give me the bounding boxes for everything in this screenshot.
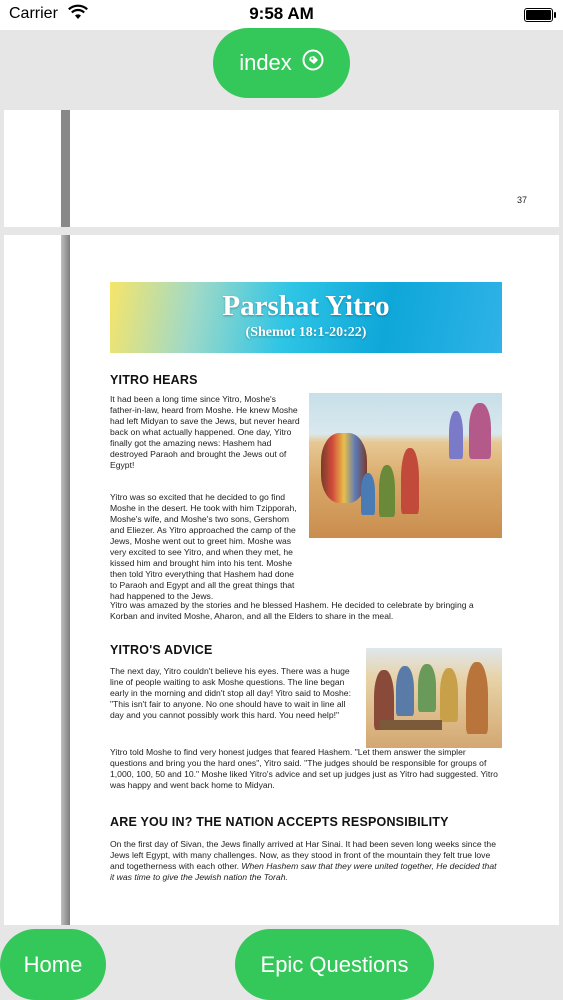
tag-icon [302, 49, 324, 77]
index-button-label: index [239, 50, 292, 75]
paragraph: Yitro was amazed by the stories and he blessed Hashem. He decided to celebrate by bringing a Korban and invited Moshe, Aharon, and all the Elders to share in the meal. [110, 600, 474, 621]
book-spine [61, 235, 70, 925]
paragraph: Yitro told Moshe to find very honest judges that feared Hashem. "Let them answer the simpler questions and bring you the hard ones", Yitro said. "The judges should be responsible for groups of 1,000, 100, 50 and 10." Moshe liked Yitro's advice and set up judges just as Yitro had suggested. Yitro was happy and went back home to Midyan. [110, 747, 498, 790]
battery-icon [524, 8, 553, 22]
index-button[interactable] [213, 28, 350, 98]
current-page [4, 235, 559, 925]
home-button[interactable]: Home [0, 929, 106, 1000]
paragraph [110, 839, 502, 883]
section-heading: YITRO'S ADVICE [110, 643, 213, 657]
previous-page [4, 110, 559, 227]
moshe-judging-illustration [366, 648, 502, 748]
parsha-banner [110, 282, 502, 353]
banner-subtitle: (Shemot 18:1-20:22) [245, 325, 367, 340]
book-spine [61, 110, 70, 227]
clock: 9:58 AM [249, 4, 314, 23]
paragraph: Yitro was so excited that he decided to go find Moshe in the desert. He took with him Tzipporah, Moshe's wife, and Moshe's two sons, Gershom and Eliezer. As Yitro approached the camp of the Jews, Moshe went out to greet him. Moshe was very excited to see Yitro, and when they met, he kissed him and brought him into his tent. Moshe then told Yitro everything that Hashem had done to Paraoh and Egypt and all the great things that had happened to the Jews. [110, 492, 297, 601]
epic-questions-button[interactable]: Epic Questions [235, 929, 434, 1000]
yitro-desert-illustration [309, 393, 502, 538]
section-heading: YITRO HEARS [110, 373, 198, 387]
section-heading: ARE YOU IN? THE NATION ACCEPTS RESPONSIBILITY [110, 815, 449, 829]
status-bar [0, 0, 563, 30]
paragraph: The next day, Yitro couldn't believe his eyes. There was a huge line of people waiting to ask Moshe questions. The line began early in the morning and didn't stop all day! Yitro said to Moshe: "This isn't fair to anyone. No one should have to wait in line all day and you cannot possibly work this hard. You need help!" [110, 666, 351, 720]
paragraph-italic: When Hashem saw that they were united together, He decided that it was time to give the Jewish nation the Torah. [110, 861, 497, 882]
paragraph: It had been a long time since Yitro, Moshe's father-in-law, heard from Moshe. He knew Moshe had left Midyan to save the Jews, but never heard back on what actually happened. One day, Yitro finally got the amazing news: Hashem had destroyed Paraoh and brought the Jews out of Egypt! [110, 394, 300, 470]
banner-title: Parshat Yitro [222, 290, 390, 322]
paragraph-text: On the first day of Sivan, the Jews finally arrived at Har Sinai. It had been seven long weeks since the Jews left Egypt, with many challenges. Now, as they stood in front of the mountain they felt true love and togetherness with each other. [110, 839, 496, 871]
paragraph [110, 536, 502, 558]
carrier-label: Carrier [9, 5, 58, 22]
page-number: 37 [516, 195, 527, 205]
